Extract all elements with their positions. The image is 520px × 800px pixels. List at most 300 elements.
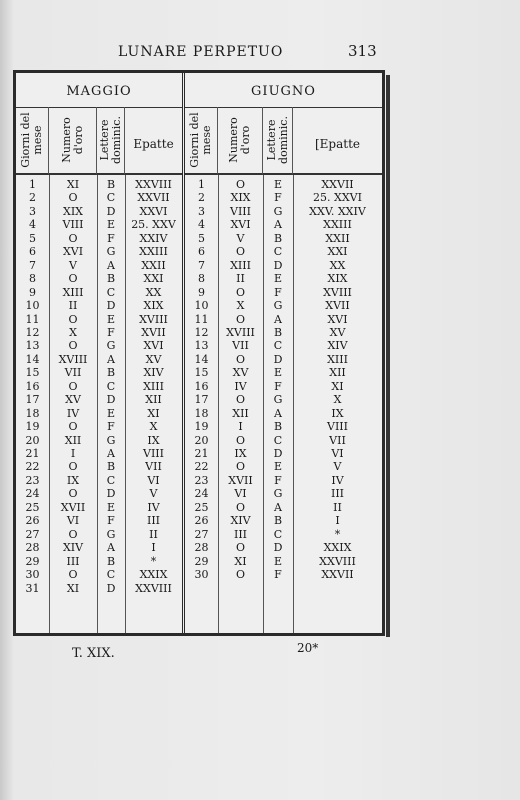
golden-number-cell: O xyxy=(235,285,246,299)
table-row xyxy=(16,259,182,272)
day-cell: 30 xyxy=(194,568,209,582)
golden-number-cell: O xyxy=(68,420,78,434)
golden-number-cell: O xyxy=(68,339,78,353)
day-cell: 18 xyxy=(25,406,40,420)
dominical-letter-cell: A xyxy=(107,447,115,460)
dominical-letter-cell: G xyxy=(273,393,283,407)
epact-cell: XXVIII xyxy=(135,178,172,191)
day-cell: 5 xyxy=(29,231,36,245)
table-row xyxy=(185,514,382,527)
day-cell: 27 xyxy=(25,527,40,541)
lunar-table xyxy=(13,70,385,636)
table-row xyxy=(16,245,182,258)
golden-number-cell: XVIII xyxy=(226,325,255,339)
dominical-letter-cell: A xyxy=(274,312,282,326)
epact-cell: XIII xyxy=(143,379,164,393)
day-cell: 31 xyxy=(25,581,40,595)
day-cell: 3 xyxy=(198,204,205,218)
dominical-letter-cell: G xyxy=(106,245,116,259)
day-cell: 17 xyxy=(25,393,40,407)
table-row xyxy=(16,286,182,299)
table-row xyxy=(16,568,182,581)
epact-cell: XII xyxy=(329,366,346,380)
golden-number-cell: O xyxy=(235,541,246,555)
golden-number-cell: VIII xyxy=(230,204,251,218)
day-cell: 22 xyxy=(194,460,209,474)
table-row xyxy=(185,393,382,406)
golden-number-cell: XVI xyxy=(62,245,84,259)
dominical-letter-cell: E xyxy=(273,460,283,474)
table-row xyxy=(16,460,182,473)
day-cell: 27 xyxy=(194,527,209,541)
golden-number-cell: II xyxy=(236,272,245,286)
epact-cell: XXIV xyxy=(139,231,168,245)
golden-number-cell: XVII xyxy=(60,500,86,514)
day-cell: 30 xyxy=(25,568,40,582)
dominical-letter-cell: G xyxy=(106,527,116,541)
epact-cell: XXVII xyxy=(137,191,170,205)
day-cell: 14 xyxy=(194,352,209,366)
golden-number-cell: XVI xyxy=(230,218,251,232)
page-header xyxy=(0,44,520,68)
epact-cell: IV xyxy=(331,473,344,487)
table-row xyxy=(185,407,382,420)
table-row xyxy=(16,313,182,326)
golden-number-cell: IV xyxy=(234,379,247,393)
day-cell: 6 xyxy=(198,245,205,259)
epact-cell: XIX xyxy=(143,299,164,313)
day-cell: 5 xyxy=(198,231,205,245)
golden-number-cell: I xyxy=(70,447,76,460)
epact-cell: XVIII xyxy=(139,312,168,326)
table-row xyxy=(16,353,182,366)
dominical-letter-cell: B xyxy=(273,420,283,434)
golden-number-cell: XI xyxy=(66,178,80,191)
dominical-letter-cell: C xyxy=(273,433,283,447)
golden-number-cell: X xyxy=(69,325,77,339)
epact-cell: X xyxy=(149,420,158,434)
table-row xyxy=(16,420,182,433)
giugno-section xyxy=(185,73,382,633)
golden-number-cell: IV xyxy=(66,406,80,420)
dominical-letter-cell: C xyxy=(273,339,283,353)
day-cell: 25 xyxy=(194,500,209,514)
day-cell: 24 xyxy=(194,487,209,501)
day-cell: 28 xyxy=(25,541,40,555)
epact-cell: XVI xyxy=(143,339,164,353)
table-row xyxy=(185,541,382,554)
day-cell: 23 xyxy=(25,473,40,487)
golden-number-cell: XIII xyxy=(230,258,251,272)
table-row xyxy=(16,339,182,352)
day-cell: 7 xyxy=(29,258,36,272)
epact-cell: III xyxy=(330,487,345,501)
table-row xyxy=(185,286,382,299)
epact-cell: XV xyxy=(329,325,346,339)
table-row xyxy=(16,380,182,393)
dominical-letter-cell: C xyxy=(106,191,116,205)
golden-number-cell: O xyxy=(68,460,78,474)
golden-number-cell: XII xyxy=(64,433,82,447)
table-row xyxy=(185,447,382,460)
epact-cell: VI xyxy=(331,447,344,460)
dominical-letter-cell: G xyxy=(273,487,283,501)
table-row xyxy=(185,420,382,433)
golden-number-cell: VI xyxy=(66,514,80,528)
epact-cell: XIX xyxy=(327,272,348,286)
table-row xyxy=(16,218,182,231)
golden-number-cell: III xyxy=(66,554,80,568)
day-cell: 9 xyxy=(198,285,205,299)
table-row xyxy=(16,528,182,541)
dominical-letter-cell: G xyxy=(106,339,116,353)
table-row xyxy=(16,487,182,500)
running-title: LUNARE PERPETUO xyxy=(118,44,284,60)
day-cell: 22 xyxy=(25,460,40,474)
epact-cell: VII xyxy=(329,433,346,447)
dominical-letter-cell: D xyxy=(273,352,283,366)
day-cell: 12 xyxy=(25,325,40,339)
golden-number-cell: V xyxy=(69,258,77,272)
golden-number-cell: XI xyxy=(234,554,247,568)
day-cell: 4 xyxy=(198,218,205,232)
table-row xyxy=(185,555,382,568)
maggio-section xyxy=(16,73,185,633)
golden-number-cell: V xyxy=(236,231,245,245)
table-row xyxy=(185,259,382,272)
col-head-lettere: Lettere dominic. xyxy=(97,107,125,175)
epact-cell: XXVII xyxy=(321,178,354,191)
table-row xyxy=(16,501,182,514)
day-cell: 18 xyxy=(194,406,209,420)
dominical-letter-cell: D xyxy=(106,299,116,313)
dominical-letter-cell: D xyxy=(273,447,283,460)
dominical-letter-cell: B xyxy=(273,325,283,339)
month-title-maggio: MAGGIO xyxy=(16,73,182,108)
table-row xyxy=(16,299,182,312)
golden-number-cell: XIX xyxy=(62,204,83,218)
epact-cell: XXV. XXIV xyxy=(309,204,366,218)
epact-cell: XIV xyxy=(327,339,348,353)
golden-number-cell: O xyxy=(235,568,246,582)
golden-number-cell: VIII xyxy=(62,218,84,232)
volume-mark: T. XIX. xyxy=(72,646,115,661)
epact-cell: XXIX xyxy=(139,568,168,582)
day-cell: 4 xyxy=(29,218,36,232)
day-cell: 15 xyxy=(194,366,209,380)
day-cell: 20 xyxy=(25,433,40,447)
golden-number-cell: XV xyxy=(232,366,249,380)
day-cell: 10 xyxy=(25,299,40,313)
table-row xyxy=(185,366,382,379)
epact-cell: IX xyxy=(147,433,160,447)
golden-number-cell: O xyxy=(235,460,246,474)
dominical-letter-cell: E xyxy=(106,500,116,514)
golden-number-cell: O xyxy=(68,231,78,245)
epact-cell: I xyxy=(335,514,340,528)
day-cell: 19 xyxy=(194,420,209,434)
golden-number-cell: VI xyxy=(234,487,247,501)
epact-cell: XXVI xyxy=(139,204,168,218)
dominical-letter-cell: C xyxy=(273,527,283,541)
epact-cell: * xyxy=(150,554,157,568)
dominical-letter-cell: F xyxy=(107,231,115,245)
table-row xyxy=(185,313,382,326)
col-head-giorni: Giorni del mese xyxy=(16,107,49,175)
epact-cell: XXIII xyxy=(139,245,168,259)
dominical-letter-cell: D xyxy=(106,487,116,501)
dominical-letter-cell: A xyxy=(107,541,115,555)
day-cell: 13 xyxy=(194,339,209,353)
table-row xyxy=(185,474,382,487)
col-head-epatte: [Epatte xyxy=(293,107,382,175)
epact-cell: X xyxy=(333,393,342,407)
golden-number-cell: O xyxy=(235,178,246,191)
epact-cell: XXIX xyxy=(323,541,352,555)
epact-cell: XXVIII xyxy=(319,554,356,568)
table-row xyxy=(16,407,182,420)
day-cell: 12 xyxy=(194,325,209,339)
golden-number-cell: IX xyxy=(234,447,247,460)
day-cell: 21 xyxy=(25,447,40,460)
epact-cell: XXVIII xyxy=(135,581,172,595)
golden-number-cell: O xyxy=(235,312,246,326)
epact-cell: XX xyxy=(145,285,162,299)
dominical-letter-cell: D xyxy=(273,258,283,272)
signature-mark: 20* xyxy=(297,641,319,655)
epact-cell: XXII xyxy=(325,231,350,245)
table-row xyxy=(185,460,382,473)
table-row xyxy=(16,447,182,460)
dominical-letter-cell: D xyxy=(106,204,116,218)
table-row xyxy=(185,434,382,447)
epact-cell: III xyxy=(146,514,161,528)
dominical-letter-cell: F xyxy=(274,568,282,582)
dominical-letter-cell: G xyxy=(106,433,116,447)
epact-cell: XXIII xyxy=(323,218,352,232)
day-cell: 11 xyxy=(194,312,209,326)
col-head-giorni: Giorni del mese xyxy=(185,107,218,175)
golden-number-cell: O xyxy=(68,487,78,501)
dominical-letter-cell: C xyxy=(106,568,116,582)
dominical-letter-cell: E xyxy=(273,272,283,286)
day-cell: 6 xyxy=(29,245,36,259)
golden-number-cell: O xyxy=(68,191,78,205)
table-row xyxy=(185,218,382,231)
table-row xyxy=(16,191,182,204)
table-row xyxy=(185,380,382,393)
dominical-letter-cell: F xyxy=(274,379,282,393)
epact-cell: XXII xyxy=(141,258,166,272)
day-cell: 26 xyxy=(194,514,209,528)
dominical-letter-cell: E xyxy=(273,178,283,191)
epact-cell: V xyxy=(149,487,158,501)
dominical-letter-cell: E xyxy=(106,218,116,232)
day-cell: 8 xyxy=(29,272,36,286)
golden-number-cell: O xyxy=(68,272,78,286)
table-row xyxy=(16,272,182,285)
golden-number-cell: III xyxy=(233,527,248,541)
golden-number-cell: XIV xyxy=(230,514,251,528)
dominical-letter-cell: C xyxy=(106,379,116,393)
page-number: 313 xyxy=(348,42,377,60)
golden-number-cell: O xyxy=(235,352,246,366)
dominical-letter-cell: B xyxy=(106,272,116,286)
day-cell: 10 xyxy=(194,299,209,313)
table-row xyxy=(16,474,182,487)
epact-cell: XXI xyxy=(143,272,164,286)
table-row xyxy=(185,299,382,312)
table-row xyxy=(16,178,182,191)
col-head-lettere: Lettere dominic. xyxy=(263,107,293,175)
day-cell: 11 xyxy=(25,312,40,326)
golden-number-cell: XV xyxy=(65,393,81,407)
golden-number-cell: II xyxy=(68,299,78,313)
table-row xyxy=(185,326,382,339)
golden-number-cell: X xyxy=(236,299,245,313)
day-cell: 29 xyxy=(25,554,40,568)
golden-number-cell: O xyxy=(68,527,78,541)
dominical-letter-cell: A xyxy=(274,500,282,514)
day-cell: 24 xyxy=(25,487,40,501)
dominical-letter-cell: E xyxy=(273,554,283,568)
golden-number-cell: XIII xyxy=(62,285,84,299)
day-cell: 25 xyxy=(25,500,40,514)
table-row xyxy=(185,232,382,245)
golden-number-cell: I xyxy=(238,420,243,434)
day-cell: 16 xyxy=(25,379,40,393)
epact-cell: XV xyxy=(145,352,162,366)
table-row xyxy=(16,232,182,245)
table-row xyxy=(16,541,182,554)
dominical-letter-cell: B xyxy=(273,514,283,528)
table-row xyxy=(16,366,182,379)
epact-cell: 25. XXVI xyxy=(313,191,362,205)
day-cell: 7 xyxy=(198,258,205,272)
dominical-letter-cell: F xyxy=(107,325,115,339)
table-row xyxy=(185,568,382,581)
golden-number-cell: VII xyxy=(64,366,82,380)
col-head-epatte: Epatte xyxy=(125,107,182,175)
epact-cell: XIII xyxy=(327,352,348,366)
epact-cell: XX xyxy=(329,258,346,272)
golden-number-cell: VII xyxy=(232,339,249,353)
dominical-letter-cell: C xyxy=(106,473,116,487)
day-cell: 26 xyxy=(25,514,40,528)
table-row xyxy=(185,501,382,514)
golden-number-cell: O xyxy=(68,568,78,582)
dominical-letter-cell: D xyxy=(273,541,283,555)
epact-cell: XXI xyxy=(327,245,348,259)
epact-cell: VIII xyxy=(327,420,348,434)
dominical-letter-cell: C xyxy=(106,285,116,299)
epact-cell: VI xyxy=(147,473,160,487)
epact-cell: XII xyxy=(145,393,162,407)
golden-number-cell: O xyxy=(235,433,246,447)
day-cell: 28 xyxy=(194,541,209,555)
golden-number-cell: O xyxy=(235,245,246,259)
epact-cell: XIV xyxy=(143,366,164,380)
epact-cell: IX xyxy=(331,406,344,420)
epact-cell: XVIII xyxy=(323,285,352,299)
epact-cell: 25. XXV xyxy=(131,218,176,232)
day-cell: 19 xyxy=(25,420,40,434)
golden-number-cell: O xyxy=(68,379,78,393)
day-cell: 13 xyxy=(25,339,40,353)
dominical-letter-cell: B xyxy=(106,366,116,380)
epact-cell: XVII xyxy=(325,299,350,313)
epact-cell: XVII xyxy=(141,325,166,339)
day-cell: 16 xyxy=(194,379,209,393)
table-row xyxy=(185,339,382,352)
day-cell: 2 xyxy=(198,191,205,205)
col-head-numero: Numero d'oro xyxy=(49,107,97,175)
epact-cell: IV xyxy=(147,500,160,514)
dominical-letter-cell: B xyxy=(106,178,116,191)
dominical-letter-cell: E xyxy=(106,406,116,420)
day-cell: 1 xyxy=(198,178,205,191)
dominical-letter-cell: E xyxy=(106,312,116,326)
dominical-letter-cell: F xyxy=(107,514,115,528)
dominical-letter-cell: D xyxy=(106,393,116,407)
day-cell: 9 xyxy=(29,285,36,299)
golden-number-cell: IX xyxy=(66,473,80,487)
epact-cell: XXVII xyxy=(321,568,354,582)
epact-cell: II xyxy=(149,527,158,541)
table-row xyxy=(185,205,382,218)
epact-cell: II xyxy=(333,500,342,514)
table-row xyxy=(185,487,382,500)
dominical-letter-cell: A xyxy=(107,258,115,272)
dominical-letter-cell: A xyxy=(274,406,282,420)
day-cell: 21 xyxy=(194,447,209,460)
day-cell: 8 xyxy=(198,272,205,286)
golden-number-cell: O xyxy=(68,312,78,326)
dominical-letter-cell: F xyxy=(107,420,115,434)
dominical-letter-cell: A xyxy=(274,218,282,232)
dominical-letter-cell: C xyxy=(273,245,283,259)
epact-cell: * xyxy=(334,527,341,541)
golden-number-cell: XIX xyxy=(230,191,251,205)
dominical-letter-cell: E xyxy=(273,366,283,380)
epact-cell: XI xyxy=(331,379,344,393)
month-title-giugno: GIUGNO xyxy=(185,73,382,108)
dominical-letter-cell: B xyxy=(273,231,283,245)
table-row xyxy=(16,393,182,406)
table-row xyxy=(185,245,382,258)
col-head-numero: Numero d'oro xyxy=(218,107,263,175)
dominical-letter-cell: F xyxy=(274,285,282,299)
table-row xyxy=(16,555,182,568)
day-cell: 2 xyxy=(29,191,36,205)
dominical-letter-cell: D xyxy=(106,581,116,595)
golden-number-cell: XVIII xyxy=(58,352,88,366)
table-row xyxy=(16,326,182,339)
day-cell: 3 xyxy=(29,204,36,218)
dominical-letter-cell: G xyxy=(273,204,283,218)
day-cell: 14 xyxy=(25,352,40,366)
table-row xyxy=(16,205,182,218)
dominical-letter-cell: F xyxy=(274,191,282,205)
golden-number-cell: XIV xyxy=(62,541,84,555)
epact-cell: XI xyxy=(147,406,160,420)
day-cell: 15 xyxy=(25,366,40,380)
golden-number-cell: O xyxy=(235,393,246,407)
golden-number-cell: XVII xyxy=(228,473,253,487)
table-row xyxy=(16,582,182,595)
day-cell: 23 xyxy=(194,473,209,487)
dominical-letter-cell: B xyxy=(106,460,116,474)
